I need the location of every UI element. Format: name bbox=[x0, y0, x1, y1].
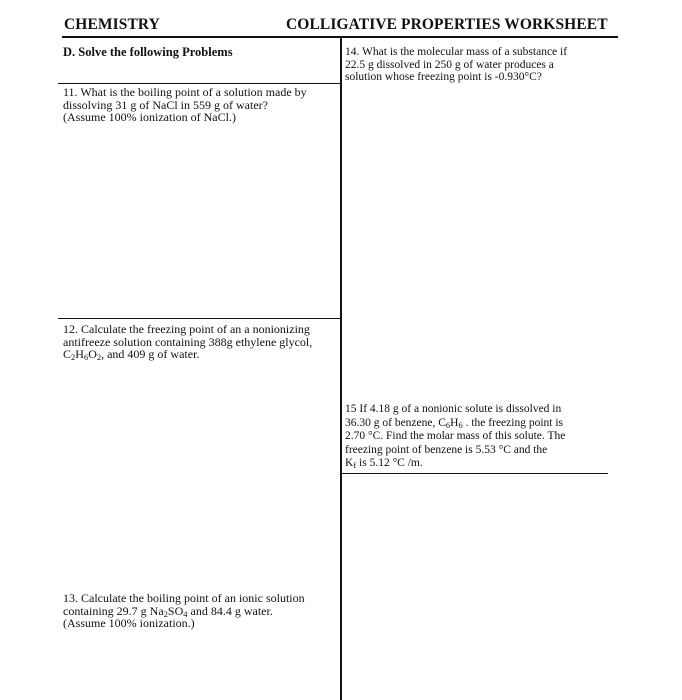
column-divider bbox=[340, 38, 342, 700]
problem-12-line-1: 12. Calculate the freezing point of an a nonionizing bbox=[63, 322, 310, 336]
problem-12 bbox=[63, 323, 312, 361]
problem-14-line-3: solution whose freezing point is -0.930°C? bbox=[345, 71, 542, 83]
sodium-subscript: 2 bbox=[163, 608, 168, 619]
problem-14 bbox=[345, 46, 567, 84]
carbon-subscript: 2 bbox=[71, 352, 76, 362]
problem-15-line-3: 2.70 °C. Find the molar mass of this solute. The bbox=[345, 430, 566, 442]
problem-15-line-2-head: 36.30 g of benzene, C bbox=[345, 416, 446, 429]
problem-15-line-2 bbox=[345, 417, 565, 431]
problem-13-line-1: 13. Calculate the boiling point of an ionic solution bbox=[63, 591, 305, 605]
problem-15-line-1: 15 If 4.18 g of a nonionic solute is dissolved in bbox=[345, 403, 562, 415]
kf-subscript: f bbox=[353, 460, 357, 470]
problem-11 bbox=[63, 86, 307, 124]
problem-12-line-3-tail: , and 409 g of water. bbox=[101, 347, 200, 361]
hydrogen-symbol: H bbox=[75, 347, 84, 361]
benzene-hydrogen-subscript: 6 bbox=[458, 419, 463, 430]
sulfate-subscript: 4 bbox=[183, 608, 188, 619]
problem-14-line-1: 14. What is the molecular mass of a substance if bbox=[345, 46, 568, 58]
problem-13-line-2-tail: and 84.4 g water. bbox=[187, 603, 273, 618]
problem-15-line-5 bbox=[345, 457, 565, 471]
problem-15-line-4: freezing point of benzene is 5.53 °C and the bbox=[345, 443, 548, 456]
sulfate-symbol: SO bbox=[167, 603, 184, 618]
problem-12-line-3 bbox=[63, 348, 312, 361]
problem-11-line-1: 11. What is the boiling point of a solution made by bbox=[63, 85, 307, 99]
oxygen-subscript: 2 bbox=[96, 352, 102, 362]
benzene-hydrogen-symbol: H bbox=[450, 416, 459, 429]
problem-13-line-2-head: containing 29.7 g Na bbox=[63, 603, 164, 618]
hydrogen-subscript: 6 bbox=[83, 352, 89, 362]
worksheet-title: COLLIGATIVE PROPERTIES WORKSHEET bbox=[286, 16, 608, 33]
benzene-carbon-subscript: 6 bbox=[445, 419, 451, 430]
problem-13-line-3: (Assume 100% ionization.) bbox=[63, 616, 195, 630]
problem-13 bbox=[63, 592, 305, 630]
problem-15-line-2-tail: . the freezing point is bbox=[462, 416, 564, 429]
problem-14-line-2: 22.5 g dissolved in 250 g of water produces a bbox=[345, 58, 554, 71]
section-title: D. Solve the following Problems bbox=[63, 45, 233, 59]
problem-12-line-2: antifreeze solution containing 388g ethylene glycol, bbox=[63, 334, 313, 349]
oxygen-symbol: O bbox=[88, 347, 97, 361]
subject-title: CHEMISTRY bbox=[64, 16, 160, 33]
problem-11-line-3: (Assume 100% ionization of NaCl.) bbox=[63, 110, 236, 124]
problem-11-line-2: dissolving 31 g of NaCl in 559 g of water? bbox=[63, 97, 268, 112]
problem-15-line-5-tail: is 5.12 °C /m. bbox=[356, 457, 423, 469]
carbon-symbol: C bbox=[63, 347, 72, 361]
kf-symbol: K bbox=[345, 457, 354, 469]
worksheet-header bbox=[62, 16, 620, 36]
problem-15 bbox=[345, 403, 565, 471]
